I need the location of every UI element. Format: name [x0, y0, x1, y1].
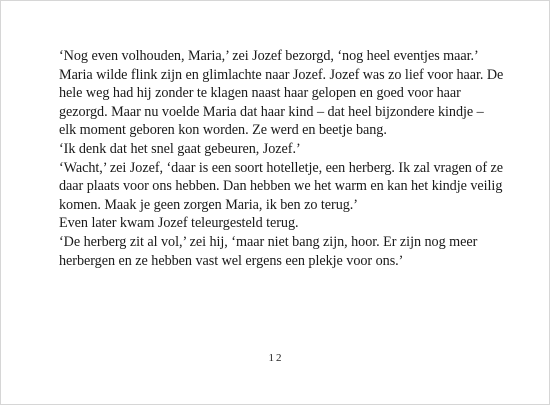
paragraph-3-line-3: komen. Maak je geen zorgen Maria, ik ben zo terug.’ [59, 196, 358, 213]
paragraph-1-line-3: hele weg had hij zonder te klagen naast haar gelopen en goed voor haar [59, 85, 461, 102]
page-number: 12 [268, 352, 284, 364]
paragraph-5-line-1: ‘De herberg zit al vol,’ zei hij, ‘maar niet bang zijn, hoor. Er zijn nog meer [59, 233, 478, 250]
paragraph-4-line-1: Even later kwam Jozef teleurgesteld terug. [59, 215, 299, 232]
paragraph-5-line-2: herbergen en ze hebben vast wel ergens een plekje voor ons.’ [59, 252, 404, 269]
paragraph-1-line-5: elk moment geboren kon worden. Ze werd en beetje bang. [59, 122, 387, 139]
paragraph-1-line-1: ‘Nog even volhouden, Maria,’ zei Jozef bezorgd, ‘nog heel eventjes maar.’ [59, 48, 479, 64]
paragraph-3-line-1: ‘Wacht,’ zei Jozef, ‘daar is een soort hotelletje, een herberg. Ik zal vragen of ze [59, 159, 504, 176]
paragraph-1-line-2: Maria wilde flink zijn en glimlachte naar Jozef. Jozef was zo lief voor haar. De [59, 66, 504, 83]
paragraph-3-line-2: daar plaats voor ons hebben. Dan hebben we het warm en kan het kindje veilig [59, 178, 503, 195]
paragraph-2-line-1: ‘Ik denk dat het snel gaat gebeuren, Jozef.’ [59, 140, 301, 157]
paragraph-1-line-4: gezorgd. Maar nu voelde Maria dat haar kind – dat heel bijzondere kindje – [59, 103, 484, 120]
story-text [59, 47, 529, 270]
